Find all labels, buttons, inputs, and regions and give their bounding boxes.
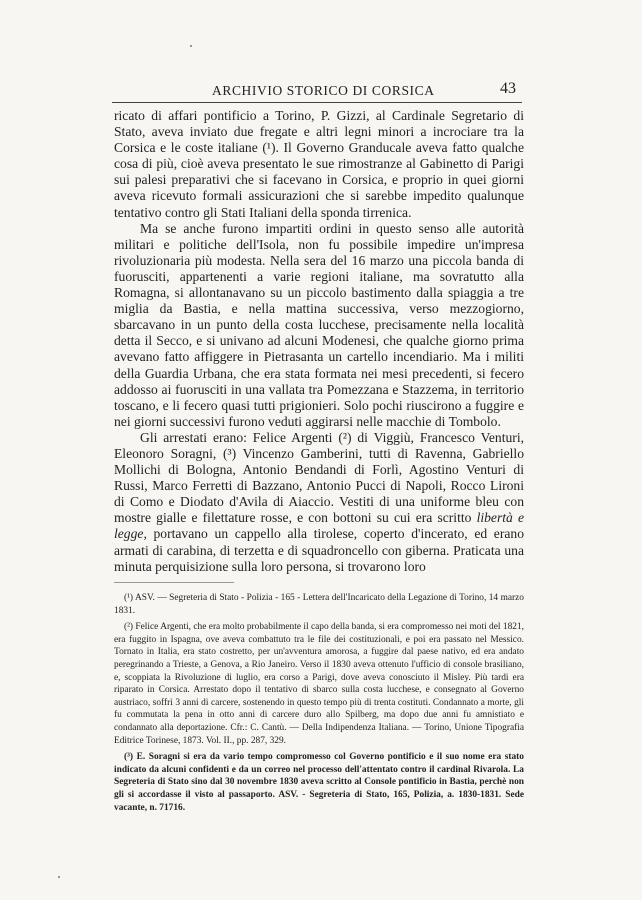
paragraph-3 (114, 430, 524, 575)
footnote-2: (²) Felice Argenti, che era molto probabilmente il capo della banda, si era compromesso nei moti del 1821, era fuggito in Ispagna, ove aveva combattuto tra le file dei costituzionali, e poi era passato nel Messico. Tornato in Italia, era stato costretto, per un'avventura amorosa, a fuggire dal paese nativo, ed era andato peregrinando a Trieste, a Genova, a Rio Janeiro. Verso il 1830 aveva ottenuto l'ufficio di console brasiliano, e, scoppiata la Rivoluzione di luglio, era corso a Parigi, dove aveva conosciuto il Misley. Più tardi era riparato in Corsica. Arrestato dopo il tentativo di sbarco sulla costa lucchese, e consegnato al Governo austriaco, soffrì 3 anni di carcere, sostenendo in questo tempo più di trenta costituti. Condannato a morte, gli fu commutata la pena in otto anni di carcere duro allo Spilberg, ma dopo due anni fu amnistiato e condannato alla deportazione. Cfr.: C. Cantù. — Della Indipendenza Italiana. — Torino, Unione Tipografia Editrice Torinese, 1873. Vol. II., pp. 287, 329. (114, 622, 524, 746)
footnote-1: (¹) ASV. — Segreteria di Stato - Polizia - 165 - Lettera dell'Incaricato della Legazione di Torino, 14 marzo 1831. (114, 593, 524, 616)
paragraph-1: ricato di affari pontificio a Torino, P. Gizzi, al Cardinale Segretario di Stato, aveva inviato due fregate e altri legni minori a incrociare tra la Corsica e le coste italiane (¹). Il Governo Granducale aveva fatto qualche cosa di più, cioè aveva presentato le sue rimostranze al Gabinetto di Parigi sui palesi preparativi che si facevano in Corsica, e proprio in quei giorni aveva ricevuto formali assicurazioni che si sarebbe impedito qualunque tentativo contro gli Stati Italiani della sponda tirrenica. (114, 108, 524, 220)
paragraph-3-part-a: Gli arrestati erano: Felice Argenti (²) di Viggiù, Francesco Venturi, Eleonoro Soragni, (³) Vincenzo Gamberini, tutti di Ravenna, Gabriello Mollichi di Bologna, Antonio Bendandi di Forlì, Agostino Venturi di Russi, Marco Ferretti di Bazzano, Antonio Pucci di Napoli, Rocco Lironi di Como e Diodato d'Avila di Aiaccio. Vestiti di una uniforme bleu con mostre gialle e filettature rosse, e con bottoni su cui era scritto (114, 429, 524, 526)
paper-speck (190, 45, 192, 47)
footnotes (114, 592, 524, 818)
paragraph-3-part-b: portavano un cappello alla tirolese, coperto d'incerato, ed erano armati di carabina, di terzetta e di squadroncello con giberna. Praticata una minuta perquisizione sulla loro persona, si trovarono loro (114, 526, 524, 574)
journal-title: ARCHIVIO STORICO DI CORSICA (212, 83, 435, 98)
italic-motto: libertà e legge, (114, 510, 525, 542)
paragraph-2: Ma se anche furono impartiti ordini in questo senso alle autorità militari e politiche dell'Isola, non fu possibile impedire un'impresa rivoluzionaria più modesta. Nella sera del 16 marzo una piccola banda di fuorusciti, appartenenti a varie regioni italiane, ma sovratutto alla Romagna, si allontanavano su un piccolo bastimento dalla spiaggia a tre miglia da Bastia, e nella mattina successiva, verso mezzogiorno, sbarcavano in un punto della costa lucchese, precisamente nella località detta il Secco, e si univano ad alcuni Modenesi, che qualche giorno prima avevano fatto affiggere in Pietrasanta un cartello incendiario. Ma i militi della Guardia Urbana, che era stata formata nei mesi precedenti, si fecero addosso ai fuorusciti in una vallata tra Pomezzana e Stazzema, in territorio toscano, e li fecero quasi tutti prigionieri. Solo pochi riuscirono a fuggire e nei giorni successivi furono veduti aggirarsi nelle macchie di Tombolo. (114, 220, 524, 429)
page-number: 43 (500, 80, 516, 97)
paper-speck (58, 876, 60, 878)
footnote-3: (³) E. Soragni si era da vario tempo compromesso col Governo pontificio e il suo nome era stato indicato da alcuni confidenti e da un correo nel processo dell'attentato contro il cardinal Rivarola. La Segreteria di Stato sino dal 30 novembre 1830 aveva scritto al Console pontificio in Bastia, perchè non gli si accordasse il visto al passaporto. ASV. - Segreteria di Stato, 165, Polizia, a. 1830-1831. Sede vacante, n. 71716. (114, 752, 524, 813)
footnote-separator (114, 582, 234, 583)
main-text (114, 108, 524, 575)
running-header (112, 80, 522, 103)
